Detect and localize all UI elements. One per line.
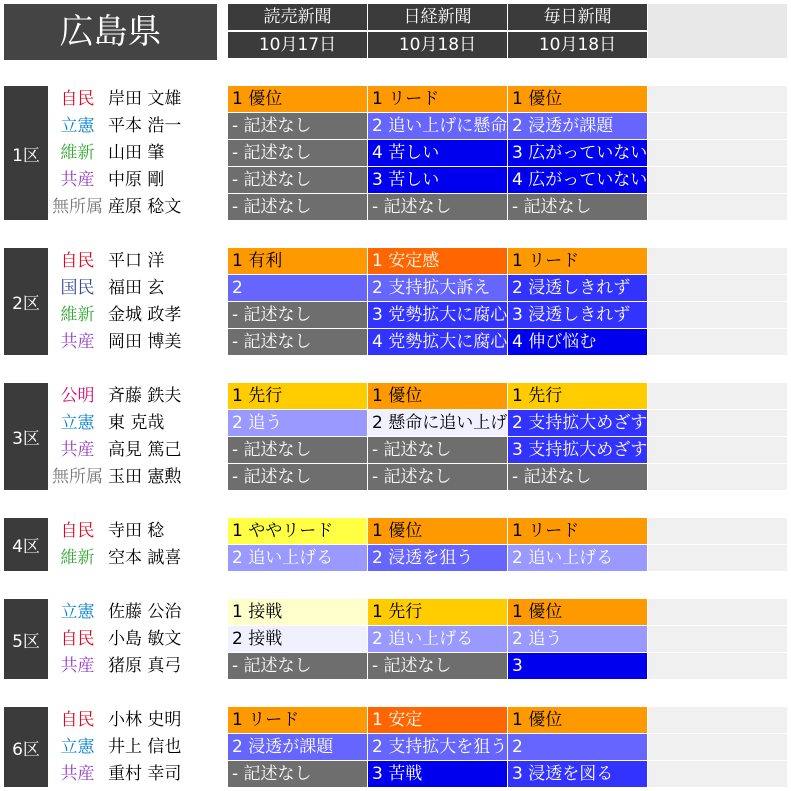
forecast-cell: - 記述なし [368,437,507,463]
district-label: 5区 [4,599,48,679]
forecast-cell: 1 先行 [508,383,647,409]
newspaper-name: 読売新聞 [228,4,367,30]
newspaper-date: 10月18日 [508,32,647,58]
candidate-name: 平口 洋 [108,251,165,271]
blank-cell [648,302,787,328]
forecast-cell: 3 広がっていない [508,140,647,166]
candidate-name: 斉藤 鉄夫 [108,386,182,406]
blank-cell [648,707,787,733]
blank-cell [648,464,787,490]
blank-cell [648,761,787,787]
forecast-cell: - 記述なし [228,464,367,490]
candidate-name: 金城 政孝 [108,305,182,325]
candidate-name: 佐藤 公治 [108,602,182,622]
party-label: 共産 [60,656,95,676]
forecast-cell: - 記述なし [228,437,367,463]
party-label: 立憲 [60,116,95,136]
blank-header [648,4,787,58]
forecast-cell: 1 リード [508,248,647,274]
forecast-cell: 2 [508,734,647,760]
forecast-cell: 4 広がっていない [508,167,647,193]
forecast-cell: 2 支持拡大訴え [368,275,507,301]
forecast-cell: 2 [228,275,367,301]
candidate-name: 空本 誠喜 [108,548,182,568]
forecast-cell: 2 浸透しきれず [508,275,647,301]
forecast-cell: 1 リード [508,518,647,544]
candidate-name: 東 克哉 [108,413,165,433]
party-label: 維新 [60,548,95,568]
forecast-cell: - 記述なし [368,653,507,679]
forecast-cell: 1 優位 [368,383,507,409]
party-label: 自民 [60,89,95,109]
district-label: 2区 [4,248,48,355]
forecast-cell: - 記述なし [368,464,507,490]
forecast-cell: - 記述なし [228,761,367,787]
candidate-name: 山田 肇 [108,143,165,163]
blank-cell [648,626,787,652]
party-label: 自民 [60,521,95,541]
blank-cell [648,437,787,463]
forecast-cell: 4 伸び悩む [508,329,647,355]
newspaper-date: 10月17日 [228,32,367,58]
forecast-cell: - 記述なし [228,653,367,679]
candidate-name: 玉田 憲勲 [108,467,182,487]
candidate-name: 福田 玄 [108,278,165,298]
district-label: 6区 [4,707,48,787]
forecast-cell: 1 先行 [368,599,507,625]
party-label: 国民 [60,278,95,298]
forecast-cell: 3 浸透しきれず [508,302,647,328]
party-label: 立憲 [60,737,95,757]
forecast-cell: - 記述なし [228,113,367,139]
forecast-cell: - 記述なし [508,194,647,220]
newspaper-date: 10月18日 [368,32,507,58]
party-label: 無所属 [52,197,103,217]
forecast-cell: 2 浸透が課題 [228,734,367,760]
blank-cell [648,140,787,166]
blank-cell [648,113,787,139]
forecast-cell: - 記述なし [228,167,367,193]
blank-cell [648,545,787,571]
blank-cell [648,86,787,112]
forecast-cell: 1 接戦 [228,599,367,625]
forecast-cell: 1 ややリード [228,518,367,544]
forecast-cell: - 記述なし [228,194,367,220]
forecast-cell: 1 優位 [368,518,507,544]
party-label: 無所属 [52,467,103,487]
forecast-cell: - 記述なし [368,194,507,220]
candidate-name: 産原 稔文 [108,197,182,217]
party-label: 公明 [60,386,95,406]
forecast-cell: 2 追い上げに懸命 [368,113,507,139]
party-label: 共産 [60,332,95,352]
party-label: 立憲 [60,413,95,433]
newspaper-header-yomiuri [228,4,367,58]
blank-cell [648,383,787,409]
forecast-cell: 2 追う [228,410,367,436]
forecast-cell: - 記述なし [228,329,367,355]
blank-cell [648,329,787,355]
candidate-name: 井上 信也 [108,737,182,757]
district-label: 4区 [4,518,48,571]
forecast-cell: 1 優位 [508,86,647,112]
party-label: 維新 [60,143,95,163]
forecast-cell: 1 リード [368,86,507,112]
forecast-cell: 1 優位 [228,86,367,112]
blank-cell [648,599,787,625]
forecast-cell: 3 苦しい [368,167,507,193]
forecast-cell: 1 先行 [228,383,367,409]
forecast-cell: - 記述なし [228,302,367,328]
forecast-cell: 4 党勢拡大に腐心 [368,329,507,355]
forecast-cell: 2 浸透を狙う [368,545,507,571]
forecast-cell: 2 追う [508,626,647,652]
candidate-name: 岡田 博美 [108,332,182,352]
forecast-cell: 2 懸命に追い上げ [368,410,507,436]
forecast-cell: 3 支持拡大めざす [508,437,647,463]
forecast-cell: 2 接戦 [228,626,367,652]
candidate-name: 岸田 文雄 [108,89,182,109]
blank-cell [648,734,787,760]
blank-cell [648,194,787,220]
forecast-cell: 3 浸透を図る [508,761,647,787]
forecast-cell: - 記述なし [508,464,647,490]
blank-cell [648,167,787,193]
party-label: 共産 [60,170,95,190]
blank-cell [648,248,787,274]
party-label: 立憲 [60,602,95,622]
forecast-cell: 2 追い上げる [368,626,507,652]
blank-cell [648,275,787,301]
newspaper-header-mainichi [508,4,647,58]
forecast-cell: 2 支持拡大を狙う [368,734,507,760]
newspaper-name: 日経新聞 [368,4,507,30]
forecast-cell: 1 有利 [228,248,367,274]
forecast-cell: 1 安定 [368,707,507,733]
district-label: 3区 [4,383,48,490]
forecast-cell: 1 リード [228,707,367,733]
forecast-cell: 3 [508,653,647,679]
party-label: 共産 [60,764,95,784]
candidate-name: 小林 史明 [108,710,182,730]
party-label: 自民 [60,629,95,649]
blank-cell [648,518,787,544]
forecast-cell: 3 苦戦 [368,761,507,787]
party-label: 共産 [60,440,95,460]
forecast-cell: 2 追い上げる [508,545,647,571]
newspaper-name: 毎日新聞 [508,4,647,30]
candidate-name: 重村 幸司 [108,764,182,784]
candidate-name: 平本 浩一 [108,116,182,136]
party-label: 維新 [60,305,95,325]
forecast-cell: 1 優位 [508,707,647,733]
party-label: 自民 [60,251,95,271]
forecast-cell: 2 浸透が課題 [508,113,647,139]
forecast-cell: 2 追い上げる [228,545,367,571]
blank-cell [648,410,787,436]
candidate-name: 小島 敏文 [108,629,182,649]
prefecture-title: 広島県 [4,4,217,60]
forecast-cell: 4 苦しい [368,140,507,166]
candidate-name: 寺田 稔 [108,521,165,541]
candidate-name: 中原 剛 [108,170,165,190]
candidate-name: 高見 篤己 [108,440,182,460]
forecast-cell: 1 優位 [508,599,647,625]
candidate-name: 猪原 真弓 [108,656,182,676]
party-label: 自民 [60,710,95,730]
blank-cell [648,653,787,679]
forecast-cell: 2 支持拡大めざす [508,410,647,436]
district-label: 1区 [4,86,48,220]
forecast-cell: 1 安定感 [368,248,507,274]
forecast-cell: 3 党勢拡大に腐心 [368,302,507,328]
forecast-cell: - 記述なし [228,140,367,166]
newspaper-header-nikkei [368,4,507,58]
